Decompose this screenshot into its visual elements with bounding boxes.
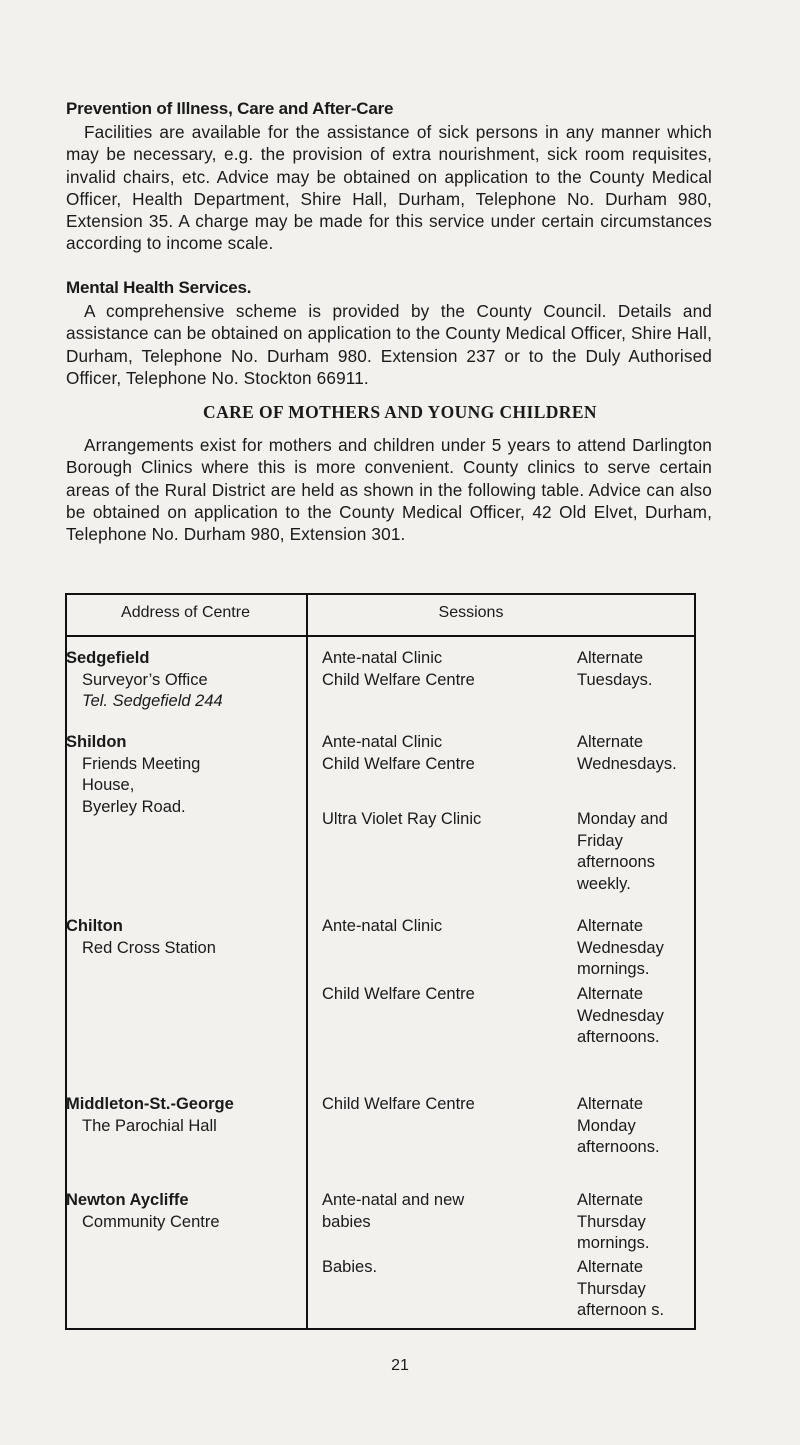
session-clinic: Child Welfare Centre [322, 755, 475, 773]
address-line: Surveyor’s Office [82, 670, 208, 689]
table-column-divider [306, 593, 308, 1330]
session-when: Alternate Wednesday afternoons. [577, 985, 664, 1046]
header-address: Address of Centre [121, 604, 250, 621]
session-when: Alternate Thursday afternoon s. [577, 1258, 665, 1319]
table-row-shildon-address [66, 732, 296, 818]
table-row-chilton-address [66, 916, 296, 959]
table-bottom-border [65, 1328, 695, 1330]
town-name: Sedgefield [66, 649, 150, 667]
address-line: Red Cross Station [82, 938, 216, 957]
prevention-paragraph: Facilities are available for the assistance of sick persons in any manner which may be necessary, e.g. the provision of extra nourishment, sick room requisites, invalid chairs, etc. Advice may be obtained on application to the County Medical Officer, Health Department, Shire Hall, Durham, Telephone No. Durham 980, Extension 35. A charge may be made for this service under certain circumstances according to income scale. [66, 122, 712, 254]
table-row-newton-aycliffe-address [66, 1190, 301, 1233]
address-line: The Parochial Hall [82, 1116, 217, 1135]
address-line: Community Centre [82, 1212, 220, 1231]
session-clinic: Ante-natal Clinic [322, 733, 443, 751]
town-name: Chilton [66, 917, 123, 935]
mental-health-paragraph: A comprehensive scheme is provided by the County Council. Details and assistance can be obtained on application to the County Medical Officer, Shire Hall, Durham, Telephone No. Durham 980. Extension 237 or to the Duly Authorised Officer, Telephone No. Stockton 66911. [66, 301, 712, 388]
session-clinic: Child Welfare Centre [322, 671, 475, 689]
table-row-middleton-address [66, 1094, 301, 1137]
session-clinic: Child Welfare Centre [322, 1095, 475, 1113]
table-header-rule [65, 635, 695, 637]
session-when: Alternate [577, 733, 644, 751]
table-top-border [65, 593, 695, 595]
session-clinic: Ante-natal and new babies [322, 1191, 465, 1231]
address-line: Byerley Road. [82, 797, 186, 816]
session-when: Wednesdays. [577, 755, 677, 773]
session-when: Alternate Monday afternoons. [577, 1095, 660, 1156]
town-name: Middleton-St.-George [66, 1095, 234, 1113]
session-when: Alternate Wednesday mornings. [577, 917, 664, 978]
table-row-sedgefield-address [66, 648, 296, 713]
session-clinic: Babies. [322, 1258, 378, 1276]
session-clinic: Child Welfare Centre [322, 985, 475, 1003]
session-clinic: Ante-natal Clinic [322, 917, 443, 935]
address-line: Friends Meeting [82, 754, 201, 773]
session-clinic: Ante-natal Clinic [322, 649, 443, 667]
session-when: Alternate Thursday mornings. [577, 1191, 650, 1252]
mental-health-heading: Mental Health Services. [66, 278, 252, 297]
session-when: Alternate [577, 649, 644, 667]
session-clinic: Ultra Violet Ray Clinic [322, 810, 482, 828]
town-name: Newton Aycliffe [66, 1191, 189, 1209]
mothers-heading: CARE OF MOTHERS AND YOUNG CHILDREN [203, 402, 597, 422]
town-name: Shildon [66, 733, 127, 751]
telephone-line: Tel. Sedgefield 244 [82, 692, 223, 710]
session-when: Monday and Friday afternoons weekly. [577, 810, 668, 893]
prevention-heading: Prevention of Illness, Care and After-Care [66, 99, 394, 118]
header-sessions: Sessions [438, 604, 504, 621]
mothers-paragraph: Arrangements exist for mothers and children under 5 years to attend Darlington Borough Clinics where this is more convenient. County clinics to serve certain areas of the Rural District are held as shown in the following table. Advice can also be obtained on application to the County Medical Officer, 42 Old Elvet, Durham, Telephone No. Durham 980, Extension 301. [66, 435, 712, 545]
page-number: 21 [391, 1357, 409, 1374]
address-line: House, [82, 776, 135, 794]
session-when: Tuesdays. [577, 671, 653, 689]
